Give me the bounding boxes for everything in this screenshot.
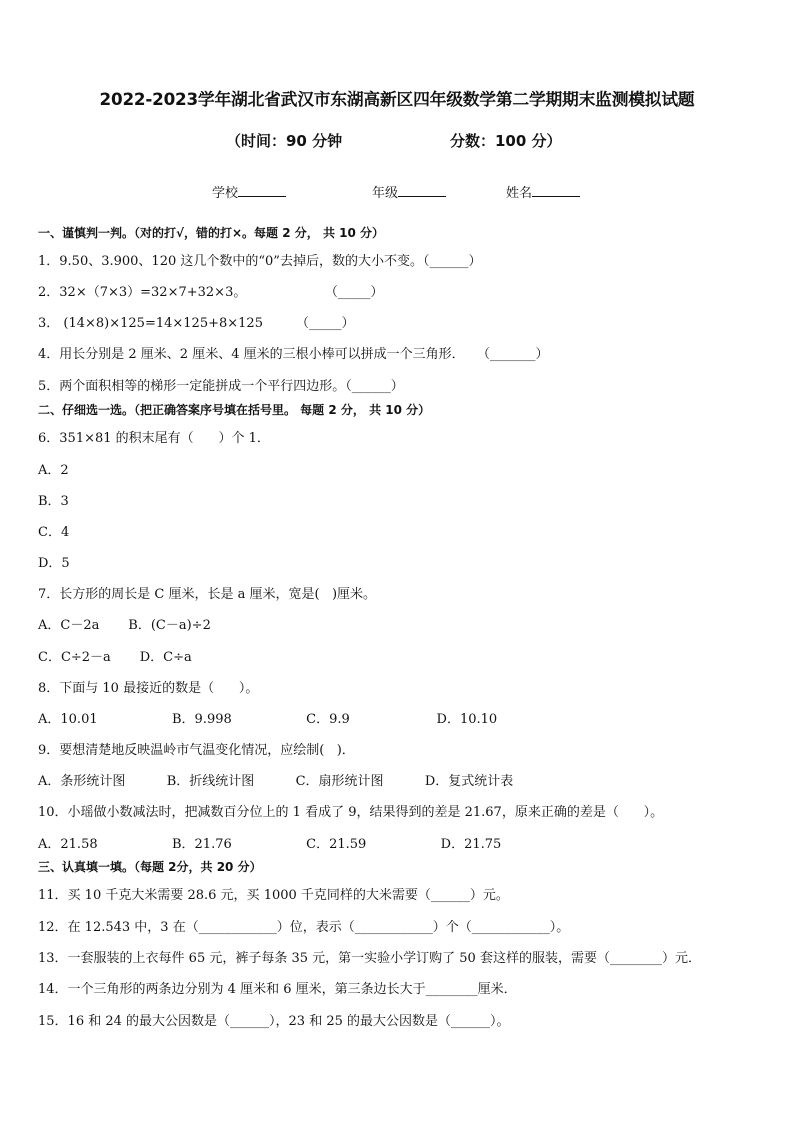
question-14: 14．一个三角形的两条边分别为 4 厘米和 6 厘米，第三条边长大于________厘米． [38,982,517,997]
question-7: 7．长方形的周长是 C 厘米，长是 a 厘米，宽是( )厘米。 [38,587,377,602]
question-13: 13．一套服装的上衣每件 65 元，裤子每条 35 元，第一实验小学订购了 50 套这样的服装，需要（________）元． [38,951,701,966]
question-4: 4．用长分别是 2 厘米、2 厘米、4 厘米的三根小棒可以拼成一个三角形． （_______） [38,347,549,362]
question-9-options: A．条形统计图 B．折线统计图 C．扇形统计图 D．复式统计表 [38,774,514,789]
question-6: 6．351×81 的积末尾有（ ）个 1． [38,431,270,446]
question-7-options-cd: C．C÷2－a D．C÷a [38,650,192,665]
exam-score: 分数：100 分） [450,132,562,150]
question-10-options: A．21.58 B．21.76 C．21.59 D．21.75 [38,837,502,852]
question-10: 10．小瑶做小数减法时，把减数百分位上的 1 看成了 9，结果得到的差是 21.67，原来正确的差是（ ）。 [38,805,664,820]
name-field [506,182,580,201]
question-6-option-a: A．2 [38,463,69,478]
question-8: 8．下面与 10 最接近的数是（ ）。 [38,681,259,696]
section-heading-fill: 三、认真填一填。（每题 2分，共 20 分） [38,860,262,874]
grade-field [372,182,446,201]
question-6-option-b: B．3 [38,494,69,509]
name-label: 姓名 [506,186,533,201]
name-blank [532,184,580,197]
school-label: 学校 [212,186,239,201]
grade-label: 年级 [372,186,399,201]
question-11: 11．买 10 千克大米需要 28.6 元，买 1000 千克同样的大米需要（______）元。 [38,888,509,903]
question-15: 15．16 和 24 的最大公因数是（______），23 和 25 的最大公因数是（______）。 [38,1014,510,1029]
question-6-option-d: D．5 [38,556,70,571]
exam-time: （时间：90 分钟 [226,132,343,150]
question-1: 1．9.50、3.900、120 这几个数中的“0”去掉后，数的大小不变。（______） [38,254,482,269]
question-12: 12．在 12.543 中，3 在（____________）位，表示（____________）个（____________）。 [38,920,570,935]
question-8-options: A．10.01 B．9.998 C．9.9 D．10.10 [38,712,498,727]
school-field [212,182,286,201]
question-9: 9．要想清楚地反映温岭市气温变化情况，应绘制( )． [38,743,355,758]
grade-blank [398,184,446,197]
school-blank [238,184,286,197]
question-6-option-c: C．4 [38,525,70,540]
question-3: 3． (14×8)×125=14×125+8×125 （_____） [38,316,355,331]
exam-title: 2022-2023学年湖北省武汉市东湖高新区四年级数学第二学期期末监测模拟试题 [99,89,695,109]
question-2: 2．32×（7×3）=32×7+32×3。 （_____） [38,285,384,300]
section-heading-choice: 二、仔细选一选。（把正确答案序号填在括号里。 每题 2 分， 共 10 分） [38,403,431,417]
question-7-options-ab: A．C－2a B．(C－a)÷2 [38,618,211,633]
section-heading-judge: 一、谨慎判一判。（对的打√，错的打×。每题 2 分， 共 10 分） [38,226,384,240]
question-5: 5．两个面积相等的梯形一定能拼成一个平行四边形。（______） [38,379,404,394]
